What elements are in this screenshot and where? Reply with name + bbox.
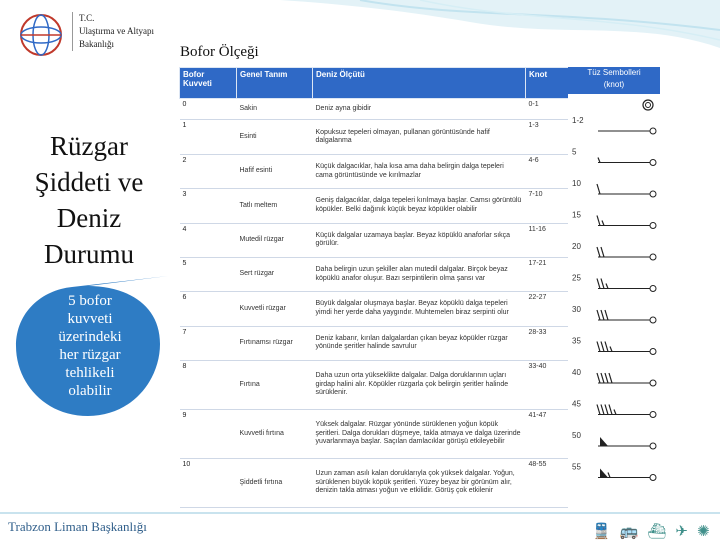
cell-knot: 0-1	[526, 99, 581, 120]
wind-barb-half-feather	[598, 158, 600, 163]
callout-line: tehlikeli	[65, 365, 115, 381]
cell-force: 9	[180, 409, 237, 458]
beaufort-table	[179, 67, 580, 508]
cell-force: 8	[180, 360, 237, 409]
heading-line: Şiddeti ve	[34, 167, 144, 197]
callout-line: 5 bofor	[68, 293, 112, 309]
wind-barb-feather	[609, 405, 612, 415]
wind-barb-half-feather	[608, 473, 610, 478]
cell-desc: Deniz ayna gibidir	[313, 99, 526, 120]
cell-knot: 7-10	[526, 189, 581, 223]
wind-barb-feather	[601, 310, 604, 320]
symbol-label: 1-2	[572, 116, 584, 125]
slide-heading	[10, 128, 168, 272]
station-circle-icon	[650, 412, 656, 418]
heading-line: Rüzgar	[50, 131, 128, 161]
cell-knot: 22-27	[526, 292, 581, 326]
cell-name: Sert rüzgar	[237, 257, 313, 291]
cell-force: 1	[180, 120, 237, 154]
wind-barb-feather	[597, 342, 600, 352]
cell-knot: 1-3	[526, 120, 581, 154]
cell-knot: 48-55	[526, 458, 581, 507]
cell-force: 2	[180, 154, 237, 188]
wind-symbols-column	[568, 67, 660, 508]
bus-icon: 🚌	[619, 522, 648, 540]
station-circle-icon	[650, 443, 656, 449]
heading-line: Deniz	[56, 203, 122, 233]
footer-organization: Trabzon Liman Başkanlığı	[8, 519, 147, 534]
calm-circle-icon	[646, 103, 651, 108]
symbol-label: 5	[572, 147, 577, 157]
wind-barb-symbols	[568, 67, 660, 508]
station-circle-icon	[650, 160, 656, 166]
table-row	[180, 120, 581, 154]
callout-text	[28, 292, 152, 400]
symbol-label: 10	[572, 179, 581, 188]
wind-barb-feather	[601, 279, 604, 289]
wind-barb-feather	[601, 373, 604, 383]
cell-force: 6	[180, 292, 237, 326]
cell-name: Mutedil rüzgar	[237, 223, 313, 257]
cell-knot: 4-6	[526, 154, 581, 188]
wind-barb-feather	[605, 342, 608, 352]
cell-knot: 28-33	[526, 326, 581, 360]
footer-icons	[592, 522, 719, 540]
station-circle-icon	[650, 223, 656, 229]
symbol-label: 40	[572, 368, 581, 377]
cell-force: 7	[180, 326, 237, 360]
symbol-label: 15	[572, 210, 581, 220]
train-icon: 🚆	[592, 522, 620, 540]
wind-barb-pennant	[600, 469, 608, 478]
wind-barb-feather	[597, 310, 600, 320]
callout-line: kuvveti	[67, 311, 113, 327]
wind-barb-half-feather	[610, 347, 612, 352]
cell-force: 0	[180, 99, 237, 120]
cell-force: 10	[180, 458, 237, 507]
cell-name: Fırtına	[237, 360, 313, 409]
cell-name: Kuvvetli fırtına	[237, 409, 313, 458]
symbol-label: 55	[572, 462, 581, 472]
wind-barb-half-feather	[602, 221, 604, 226]
header-desc: Deniz Ölçütü	[313, 68, 526, 99]
table-row	[180, 154, 581, 188]
cell-name: Fırtınamsı rüzgar	[237, 326, 313, 360]
cell-desc: Yüksek dalgalar. Rüzgar yönünde sürüklenen yoğun köpük şeritleri. Dalga dorukları düşmeye, takla atmaya ve dalga üzerinde yuvarlanmaya başlar. Saçılan damlacıklar görüşü etkileyebilir	[313, 409, 526, 458]
cell-desc: Küçük dalgalar uzamaya başlar. Beyaz köpüklü anaforlar sıkça görülür.	[313, 223, 526, 257]
cell-name: Kuvvetli rüzgar	[237, 292, 313, 326]
cell-force: 5	[180, 257, 237, 291]
cell-desc: Uzun zaman asılı kalan doruklarıyla çok yüksek dalgalar. Yoğun, sürüklenen büyük köpük şeritleri. Yüzey beyaz bir görünüm alır, denizin takla atması yoğun ve etkilidir. Görüş çok etkilenir	[313, 458, 526, 507]
wind-barb-feather	[597, 184, 600, 194]
header-force: Bofor Kuvveti	[180, 68, 237, 99]
callout-line: her rüzgar	[59, 347, 121, 363]
ministry-line: T.C.	[79, 13, 95, 23]
station-circle-icon	[650, 317, 656, 323]
wind-barb-feather	[601, 342, 604, 352]
symbol-label: 30	[572, 305, 581, 314]
station-circle-icon	[650, 254, 656, 260]
station-circle-icon	[650, 286, 656, 292]
table-row	[180, 326, 581, 360]
cell-knot: 41-47	[526, 409, 581, 458]
cell-desc: Daha uzun orta yükseklikte dalgalar. Dalga doruklarının uçları girdap halini alır. Köpükler rüzgarla çok belirgin şeritler halinde sürüklenir.	[313, 360, 526, 409]
cell-desc: Daha belirgin uzun şekiller alan mutedil dalgalar. Birçok beyaz köpüklü anafor oluşur. Bazı serpintilerin olma şansı var	[313, 257, 526, 291]
satellite-icon: ✺	[697, 522, 719, 540]
wind-barb-feather	[601, 405, 604, 415]
calm-circle-icon	[643, 100, 653, 110]
cell-knot: 33-40	[526, 360, 581, 409]
wind-barb-feather	[597, 216, 600, 226]
symbol-label: 35	[572, 336, 581, 346]
wind-barb-half-feather	[614, 410, 616, 415]
table-row	[180, 99, 581, 120]
wind-barb-half-feather	[606, 284, 608, 289]
table-row	[180, 223, 581, 257]
table-header-row	[180, 68, 581, 99]
table-row	[180, 257, 581, 291]
wind-barb-feather	[597, 247, 600, 257]
table-row	[180, 189, 581, 223]
cell-desc: Geniş dalgacıklar, dalga tepeleri kırılmaya başlar. Camsı görüntülü köpükler. Belki dağınık küçük beyaz köpükler olabilir	[313, 189, 526, 223]
header-name: Genel Tanım	[237, 68, 313, 99]
cell-name: Sakin	[237, 99, 313, 120]
cell-desc: Büyük dalgalar oluşmaya başlar. Beyaz köpüklü dalga tepeleri yimdi her yerde daha yaygındır. Muhtemelen biraz serpinti olur	[313, 292, 526, 326]
cell-knot: 11-16	[526, 223, 581, 257]
cell-name: Tatlı meltem	[237, 189, 313, 223]
header-knot: Knot	[526, 68, 581, 99]
cell-desc: Kopuksuz tepeleri olmayan, pullanan görüntüsünde hafif dalgalanma	[313, 120, 526, 154]
wind-barb-feather	[597, 279, 600, 289]
cell-name: Şiddetli fırtına	[237, 458, 313, 507]
ministry-line: Ulaştırma ve Altyapı	[79, 26, 154, 36]
cell-desc: Küçük dalgacıklar, hala kısa ama daha belirgin dalga tepeleri cama görüntüsünde ve kırılmazlar	[313, 154, 526, 188]
wind-barb-feather	[605, 405, 608, 415]
table-row	[180, 458, 581, 507]
ship-icon: ⛴	[647, 522, 676, 540]
symbol-label: 20	[572, 242, 581, 251]
ministry-name	[72, 12, 189, 51]
wind-barb-feather	[605, 310, 608, 320]
symbols-header-line: (knot)	[603, 80, 625, 89]
symbol-label: 25	[572, 273, 581, 283]
wind-barb-feather	[597, 373, 600, 383]
station-circle-icon	[650, 475, 656, 481]
symbol-label: 45	[572, 399, 581, 409]
cell-force: 3	[180, 189, 237, 223]
wind-barb-feather	[601, 247, 604, 257]
station-circle-icon	[650, 128, 656, 134]
symbol-label: 50	[572, 431, 581, 440]
station-circle-icon	[650, 191, 656, 197]
ministry-logo	[18, 12, 64, 58]
ministry-line: Bakanlığı	[79, 39, 114, 49]
table-title: Bofor Ölçeği	[180, 44, 259, 60]
wind-barb-pennant	[600, 437, 608, 446]
wind-barb-feather	[605, 373, 608, 383]
symbols-header-line: Tüz Sembolleri	[587, 68, 641, 77]
cell-knot: 17-21	[526, 257, 581, 291]
footer-divider	[0, 512, 720, 514]
cell-force: 4	[180, 223, 237, 257]
callout-line: olabilir	[68, 383, 112, 399]
wind-barb-feather	[609, 373, 612, 383]
cell-name: Hafif esinti	[237, 154, 313, 188]
plane-icon: ✈	[675, 522, 697, 540]
cell-name: Esinti	[237, 120, 313, 154]
table-row	[180, 409, 581, 458]
cell-desc: Deniz kabarır, kırılan dalgalardan çıkan beyaz köpükler rüzgar yönünde şeritler halinde savrulur	[313, 326, 526, 360]
wind-barb-feather	[597, 405, 600, 415]
station-circle-icon	[650, 349, 656, 355]
table-row	[180, 360, 581, 409]
heading-line: Durumu	[44, 239, 134, 269]
table-row	[180, 292, 581, 326]
station-circle-icon	[650, 380, 656, 386]
callout-line: üzerindeki	[58, 329, 122, 345]
